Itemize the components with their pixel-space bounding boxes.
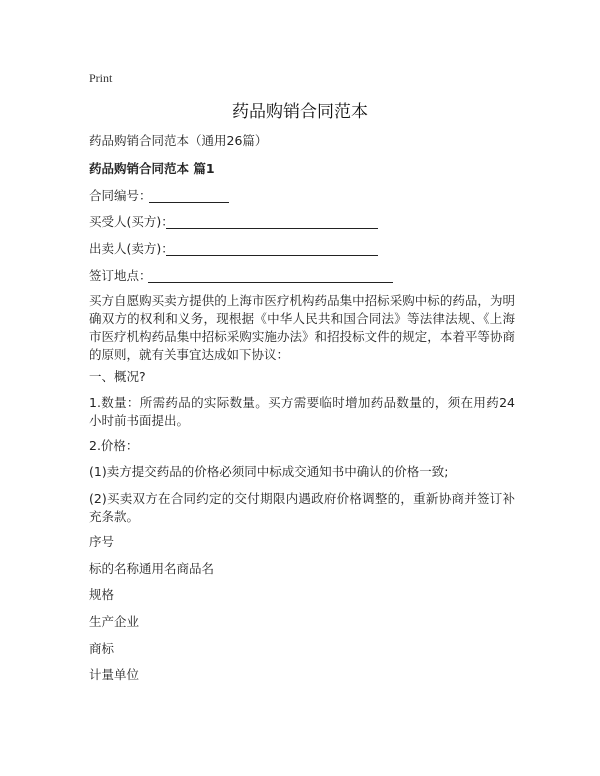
table-header-manufacturer: 生产企业	[89, 614, 140, 629]
seller-field	[89, 240, 389, 258]
contract-number-field	[89, 187, 249, 205]
location-field	[89, 267, 399, 285]
seller-blank	[166, 255, 378, 256]
buyer-blank	[166, 228, 378, 229]
document-title: 药品购销合同范本	[232, 102, 368, 122]
table-header-serial: 序号	[89, 534, 115, 549]
preamble-paragraph: 买方自愿购买卖方提供的上海市医疗机构药品集中招标采购中标的药品，为明确双方的权利和义务，现根据《中华人民共和国合同法》等法律法规、《上海市医疗机构药品集中招标采购实施办法》和招投标文件的规定，本着平等协商的原则，就有关事宜达成如下协议：	[89, 293, 515, 362]
table-header-spec: 规格	[89, 587, 115, 602]
print-label: Print	[89, 71, 113, 85]
contract-number-label: 合同编号：	[89, 188, 152, 203]
location-blank	[148, 282, 393, 283]
buyer-field	[89, 213, 389, 231]
price-clause-2: (2)买卖双方在合同约定的交付期限内遇政府价格调整的，重新协商并签订补充条款。	[89, 491, 515, 524]
buyer-label: 买受人(买方)：	[89, 214, 174, 229]
table-header-unit: 计量单位	[89, 667, 140, 682]
table-header-name: 标的名称通用名商品名	[89, 561, 215, 576]
table-header-trademark: 商标	[89, 641, 115, 656]
price-heading: 2.价格：	[89, 438, 139, 453]
seller-label: 出卖人(卖方)：	[89, 241, 174, 256]
location-label: 签订地点：	[89, 268, 152, 283]
overview-heading: 一、概况?	[89, 369, 146, 384]
quantity-clause: 1.数量：所需药品的实际数量。买方需要临时增加药品数量的，须在用药24小时前书面提出。	[89, 395, 515, 428]
document-subtitle: 药品购销合同范本（通用26篇）	[89, 133, 268, 148]
section-heading: 药品购销合同范本 篇1	[89, 161, 215, 176]
price-clause-1: (1)卖方提交药品的价格必须同中标成交通知书中确认的价格一致;	[89, 464, 449, 479]
contract-number-blank	[149, 202, 229, 203]
